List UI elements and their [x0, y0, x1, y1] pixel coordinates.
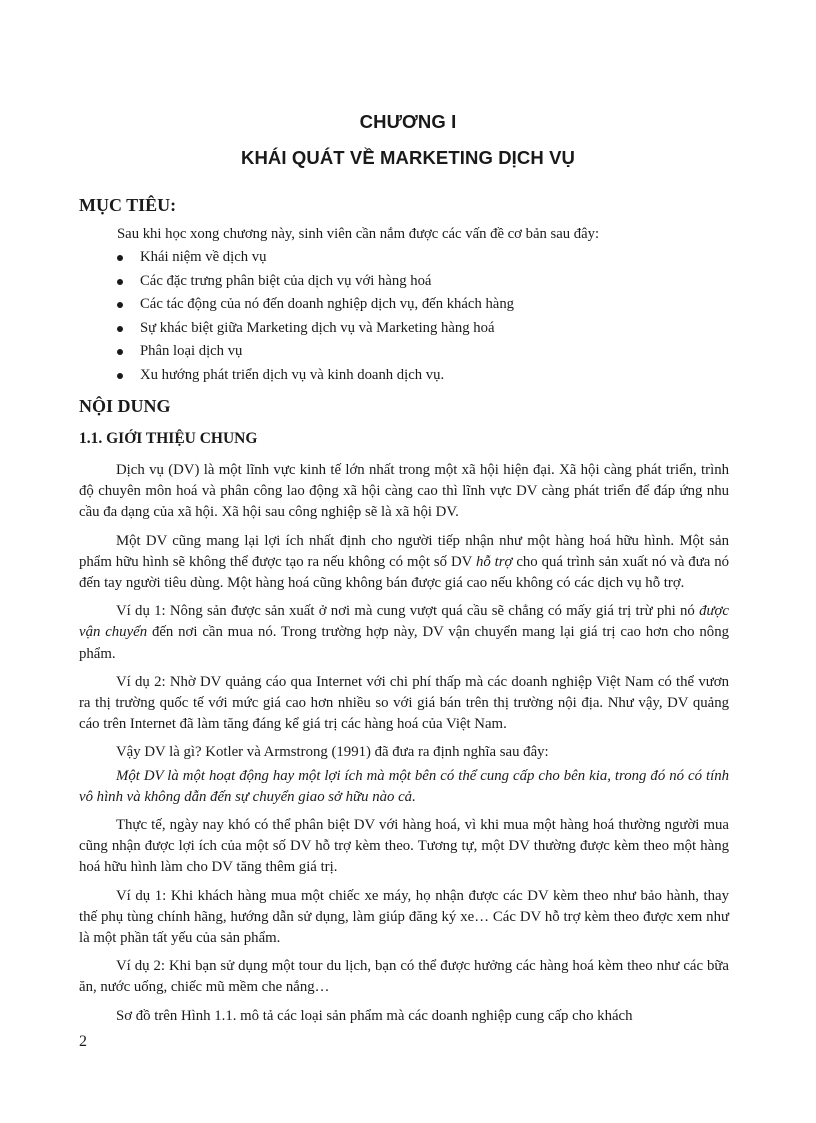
chapter-number: CHƯƠNG I — [359, 111, 457, 132]
bullet-icon — [117, 279, 123, 285]
paragraph: Ví dụ 2: Nhờ DV quảng cáo qua Internet với chi phí thấp mà các doanh nghiệp Việt Nam có thể vươn ra thị trường quốc tế với mức giá cao hơn nhiều so với giá bán trên thị trường nội địa. Như vậy, DV quảng cáo trên Internet đã làm tăng đáng kể giá trị các hàng hoá của Việt Nam. — [79, 673, 729, 733]
page-number: 2 — [79, 1033, 87, 1050]
paragraph: Thực tế, ngày nay khó có thể phân biệt DV với hàng hoá, vì khi mua một hàng hoá thường người mua cũng nhận được lợi ích của một số DV hỗ trợ kèm theo. Tương tự, một DV thường được kèm theo một hàng hoá hữu hình làm cho DV tăng thêm giá trị. — [79, 817, 729, 876]
definition-quote: Một DV là một hoạt động hay một lợi ích mà một bên có thể cung cấp cho bên kia, trong đó nó có tính vô hình và không dẫn đến sự chuyển giao sở hữu nào cả. — [79, 767, 729, 805]
bullet-icon — [117, 302, 123, 308]
objectives-intro: Sau khi học xong chương này, sinh viên cần nắm được các vấn đề cơ bản sau đây: — [117, 226, 600, 242]
bullet-icon — [117, 326, 123, 332]
paragraph: Dịch vụ (DV) là một lĩnh vực kinh tế lớn nhất trong một xã hội hiện đại. Xã hội càng phát triển, trình độ chuyên môn hoá và phân công lao động xã hội càng cao thì lĩnh vực DV càng phát triển để đáp ứng nhu cầu đa dạng của xã hội. Xã hội sau công nghiệp sẽ là xã hội DV. — [79, 462, 729, 521]
bullet-icon — [117, 255, 123, 261]
list-item: Phân loại dịch vụ — [117, 340, 514, 364]
paragraph: Ví dụ 2: Khi bạn sử dụng một tour du lịch, bạn có thể được hưởng các hàng hoá kèm theo như các bữa ăn, nước uống, chiếc mũ mềm che nắng… — [79, 958, 729, 996]
content-heading: NỘI DUNG — [79, 396, 171, 416]
list-item: Khái niệm về dịch vụ — [117, 246, 514, 270]
paragraph: Sơ đồ trên Hình 1.1. mô tả các loại sản phẩm mà các doanh nghiệp cung cấp cho khách — [116, 1007, 633, 1024]
objectives-heading: MỤC TIÊU: — [79, 195, 177, 215]
section-heading: 1.1. GIỚI THIỆU CHUNG — [79, 430, 258, 447]
bullet-icon — [117, 373, 123, 379]
list-item: Sự khác biệt giữa Marketing dịch vụ và Marketing hàng hoá — [117, 317, 514, 341]
paragraph: Vậy DV là gì? Kotler và Armstrong (1991) đã đưa ra định nghĩa sau đây: — [116, 744, 549, 761]
list-item: Các tác động của nó đến doanh nghiệp dịch vụ, đến khách hàng — [117, 293, 514, 317]
bullet-icon — [117, 349, 123, 355]
objectives-list — [117, 246, 514, 388]
list-item: Các đặc trưng phân biệt của dịch vụ với hàng hoá — [117, 270, 514, 294]
body-text — [79, 460, 729, 1034]
paragraph: Ví dụ 1: Khi khách hàng mua một chiếc xe máy, họ nhận được các DV kèm theo như bảo hành, thay thế phụ tùng chính hãng, hướng dẫn sử dụng, làm giúp đăng ký xe… Các DV hỗ trợ kèm theo được xem như là một phần tất yếu của sản phẩm. — [79, 887, 729, 947]
paragraph: Ví dụ 1: Nông sản được sản xuất ở nơi mà cung vượt quá cầu sẽ chẳng có mấy giá trị trừ phi nó được vận chuyển đến nơi cần mua nó. Trong trường hợp này, DV vận chuyển mang lại giá trị cao hơn cho nông phẩm. — [79, 603, 729, 662]
chapter-title: KHÁI QUÁT VỀ MARKETING DỊCH VỤ — [241, 147, 575, 168]
list-item: Xu hướng phát triển dịch vụ và kinh doanh dịch vụ. — [117, 364, 514, 388]
paragraph: Một DV cũng mang lại lợi ích nhất định cho người tiếp nhận như một hàng hoá hữu hình. Một sản phẩm hữu hình sẽ không thể được tạo ra nếu không có một số DV hỗ trợ cho quá trình sản xuất nó và đưa nó đến tay người tiêu dùng. Một hàng hoá cũng không bán được giá cao nếu không có các dịch vụ hỗ trợ. — [79, 532, 729, 592]
